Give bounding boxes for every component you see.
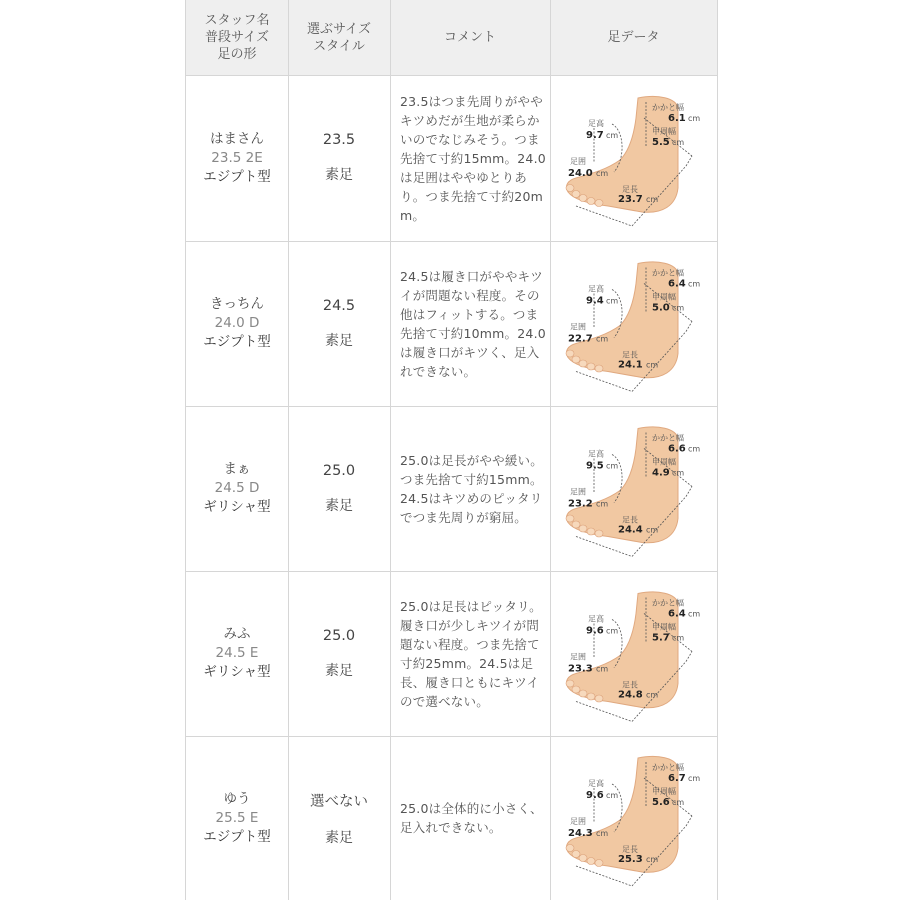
foot-data-cell — [550, 241, 717, 406]
size-cell — [288, 241, 390, 406]
measure-unit: cm — [596, 499, 609, 509]
comment-text: 25.0は足長はピッタリ。履き口が少しキツイが問題ない程度。つま先捨て寸約25mm。24.5は足長、履き口ともにキツイので選べない。 — [400, 598, 542, 709]
measure-label-instep: 甲周幅 — [652, 622, 676, 632]
style: 素足 — [325, 497, 353, 514]
chosen-size: 23.5 — [322, 132, 356, 148]
measure-label-height: 足高 — [588, 284, 604, 294]
staff-cell — [186, 406, 288, 571]
measure-value-length: 25.3 — [618, 854, 643, 865]
measure-unit: cm — [672, 468, 685, 478]
header-foot-shape: 足の形 — [217, 47, 257, 62]
measure-value-heel: 6.6 — [668, 443, 686, 455]
measure-value-height: 9.6 — [586, 790, 604, 801]
style: 素足 — [325, 167, 353, 183]
measure-unit: cm — [606, 626, 619, 636]
measure-value-height: 9.5 — [586, 460, 604, 472]
instep-line-end — [686, 487, 692, 497]
measure-label-height: 足高 — [588, 449, 604, 459]
measure-unit: cm — [646, 360, 659, 370]
toe-icon — [572, 851, 580, 858]
table-row — [186, 406, 717, 572]
toe-icon — [572, 521, 580, 528]
measure-value-heel: 6.1 — [668, 113, 686, 124]
foot-shape: ギリシャ型 — [203, 664, 271, 680]
measure-unit: cm — [688, 774, 701, 783]
foot-diagram — [560, 736, 710, 900]
measure-label-instep: 甲周幅 — [652, 787, 676, 796]
comment-cell — [390, 75, 550, 241]
measure-label-heel: かかと幅 — [652, 103, 684, 112]
toe-icon — [595, 695, 603, 702]
foot-data-cell — [550, 406, 717, 571]
measure-unit: cm — [646, 525, 659, 535]
toe-icon — [595, 860, 603, 867]
chosen-size: 25.0 — [322, 627, 356, 644]
foot-shape: エジプト型 — [203, 168, 271, 185]
measure-value-instep: 5.5 — [652, 137, 670, 148]
measure-unit: cm — [646, 690, 659, 700]
comment-text: 25.0は足長がやや緩い。つま先捨て寸約15mm。24.5はキツめのピッタリでつま先周りが窮屈。 — [400, 452, 543, 525]
size-cell — [288, 75, 390, 241]
style: 素足 — [325, 662, 353, 679]
toe-icon — [566, 845, 574, 852]
measure-label-girth: 足囲 — [570, 322, 586, 332]
toe-icon — [566, 680, 574, 687]
measure-value-instep: 5.0 — [652, 302, 670, 314]
size-cell — [288, 736, 390, 900]
foot-data-cell — [550, 736, 717, 900]
staff-name: はまさん — [210, 130, 264, 147]
measure-value-length: 24.8 — [618, 689, 643, 701]
measure-label-heel: かかと幅 — [652, 763, 684, 772]
measure-label-instep: 甲周幅 — [652, 127, 676, 136]
measure-unit: cm — [688, 609, 701, 619]
measure-label-length: 足長 — [622, 680, 638, 690]
measure-label-height: 足高 — [588, 779, 604, 788]
foot-shape: エジプト型 — [203, 334, 271, 350]
measure-label-girth: 足囲 — [570, 157, 586, 166]
measure-unit: cm — [596, 829, 609, 838]
foot-diagram — [560, 241, 710, 406]
measure-label-instep: 甲周幅 — [652, 457, 676, 467]
toe-icon — [595, 200, 603, 207]
chosen-size: 選べない — [310, 793, 368, 810]
header-choose-size: 選ぶサイズ — [307, 21, 371, 37]
toe-icon — [587, 693, 595, 700]
header-size — [288, 0, 390, 75]
measure-unit: cm — [646, 855, 659, 864]
measure-label-length: 足長 — [622, 185, 638, 194]
style: 素足 — [325, 332, 353, 349]
instep-line-end — [686, 322, 692, 332]
header-usual-size: 普段サイズ — [205, 30, 269, 45]
size-cell — [288, 571, 390, 736]
usual-size: 24.0 D — [214, 315, 260, 331]
header-staff-name: スタッフ名 — [204, 13, 270, 28]
measure-label-length: 足長 — [622, 350, 638, 360]
measure-unit: cm — [672, 138, 685, 147]
measure-label-length: 足長 — [622, 845, 638, 854]
measure-label-instep: 甲周幅 — [652, 292, 676, 302]
measure-label-girth: 足囲 — [570, 817, 586, 826]
measure-unit: cm — [672, 798, 685, 807]
toe-icon — [587, 198, 595, 205]
measure-label-heel: かかと幅 — [652, 268, 684, 278]
instep-line-end — [686, 156, 692, 166]
staff-name: ゆう — [223, 790, 251, 807]
instep-line-end — [686, 652, 692, 662]
table-row — [186, 571, 717, 737]
measure-label-heel: かかと幅 — [652, 598, 684, 608]
toe-icon — [595, 365, 603, 372]
toe-icon — [587, 858, 595, 865]
measure-label-girth: 足囲 — [570, 487, 586, 497]
usual-size: 24.5 D — [214, 480, 260, 496]
measure-value-heel: 6.7 — [668, 773, 686, 784]
fitting-table — [185, 0, 718, 900]
measure-unit: cm — [688, 279, 701, 289]
foot-shape: ギリシャ型 — [203, 499, 271, 515]
measure-value-girth: 22.7 — [568, 333, 593, 345]
instep-line-end — [686, 816, 692, 826]
toe-icon — [595, 530, 603, 537]
header-staff — [186, 0, 288, 75]
measure-unit: cm — [606, 791, 619, 800]
measure-label-height: 足高 — [588, 614, 604, 624]
measure-label-girth: 足囲 — [570, 652, 586, 662]
comment-cell — [390, 406, 550, 571]
measure-unit: cm — [688, 444, 701, 454]
measure-unit: cm — [606, 461, 619, 471]
toe-icon — [579, 360, 587, 367]
measure-unit: cm — [596, 664, 609, 674]
measure-unit: cm — [606, 296, 619, 306]
measure-label-length: 足長 — [622, 515, 638, 525]
measure-value-girth: 23.3 — [568, 663, 593, 675]
header-comment: コメント — [443, 30, 496, 45]
measure-value-girth: 23.2 — [568, 498, 593, 510]
toe-icon — [579, 195, 587, 202]
measure-unit: cm — [646, 195, 659, 204]
table-header — [186, 0, 717, 76]
size-cell — [288, 406, 390, 571]
foot-diagram — [560, 571, 710, 736]
toe-icon — [572, 356, 580, 363]
measure-label-heel: かかと幅 — [652, 433, 684, 443]
foot-data-cell — [550, 75, 717, 241]
measure-value-length: 24.4 — [618, 524, 643, 536]
toe-icon — [572, 686, 580, 693]
toe-icon — [579, 525, 587, 532]
usual-size: 25.5 E — [215, 809, 259, 826]
measure-value-height: 9.4 — [586, 295, 604, 307]
measure-value-girth: 24.0 — [568, 168, 593, 179]
toe-icon — [566, 515, 574, 522]
measure-value-heel: 6.4 — [668, 608, 686, 620]
measure-label-height: 足高 — [588, 119, 604, 128]
measure-unit: cm — [596, 334, 609, 344]
staff-name: まぁ — [223, 461, 251, 477]
foot-shape: エジプト型 — [203, 828, 271, 845]
staff-cell — [186, 241, 288, 406]
toe-icon — [587, 363, 595, 370]
measure-unit: cm — [596, 169, 609, 178]
comment-cell — [390, 571, 550, 736]
toe-icon — [566, 350, 574, 357]
measure-unit: cm — [672, 303, 685, 313]
toe-icon — [566, 185, 574, 192]
comment-cell — [390, 241, 550, 406]
comment-text: 23.5はつま先周りがややキツめだが生地が柔らかいのでなじみそう。つま先捨て寸約15mm。24.0は足囲はややゆとりあり。つま先捨て寸約20mm。 — [400, 93, 546, 223]
table-row — [186, 75, 717, 242]
measure-value-length: 23.7 — [618, 194, 643, 205]
measure-value-height: 9.6 — [586, 625, 604, 637]
foot-diagram — [560, 406, 710, 571]
measure-unit: cm — [688, 114, 701, 123]
measure-value-instep: 5.6 — [652, 797, 670, 808]
toe-icon — [579, 690, 587, 697]
usual-size: 23.5 2E — [211, 149, 263, 166]
comment-text: 24.5は履き口がややキツイが問題ない程度。その他はフィットする。つま先捨て寸約10mm。24.0は履き口がキツく、足入れできない。 — [400, 268, 546, 379]
comment-text: 25.0は全体的に小さく、足入れできない。 — [400, 801, 543, 835]
foot-diagram — [560, 75, 710, 241]
style: 素足 — [325, 829, 353, 846]
staff-name: みふ — [223, 626, 251, 642]
toe-icon — [572, 191, 580, 198]
measure-value-instep: 4.9 — [652, 467, 670, 479]
foot-data-cell — [550, 571, 717, 736]
staff-cell — [186, 571, 288, 736]
header-style: スタイル — [313, 38, 365, 54]
usual-size: 24.5 E — [215, 645, 259, 661]
measure-value-girth: 24.3 — [568, 828, 593, 839]
table-row — [186, 241, 717, 407]
table-row — [186, 736, 717, 900]
chosen-size: 24.5 — [322, 297, 356, 314]
measure-unit: cm — [606, 131, 619, 140]
comment-cell — [390, 736, 550, 900]
measure-value-height: 9.7 — [586, 130, 604, 141]
staff-cell — [186, 75, 288, 241]
staff-cell — [186, 736, 288, 900]
toe-icon — [587, 528, 595, 535]
toe-icon — [579, 855, 587, 862]
staff-name: きっちん — [210, 296, 264, 312]
measure-value-instep: 5.7 — [652, 632, 670, 644]
measure-value-length: 24.1 — [618, 359, 643, 371]
chosen-size: 25.0 — [322, 462, 356, 479]
header-foot-data: 足データ — [607, 30, 660, 45]
measure-unit: cm — [672, 633, 685, 643]
measure-value-heel: 6.4 — [668, 278, 686, 290]
